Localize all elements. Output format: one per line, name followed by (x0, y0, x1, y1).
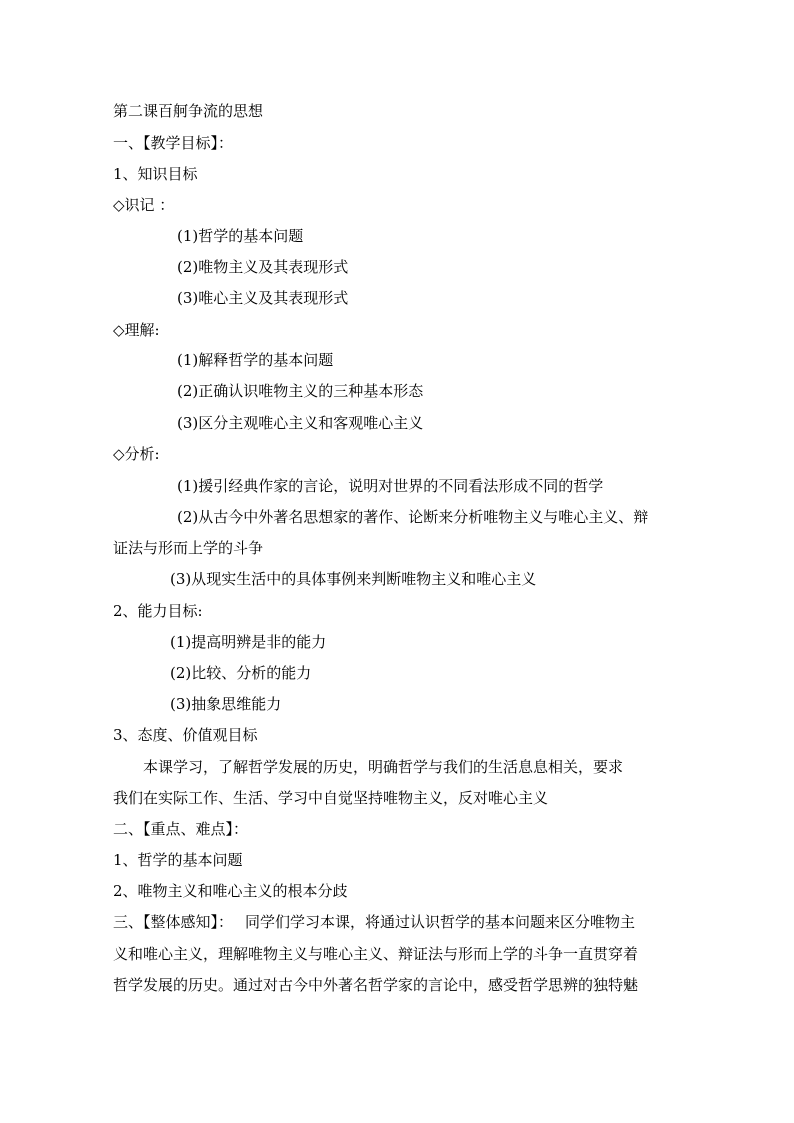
subheading-knowledge-goals: 1、知识目标 (113, 165, 198, 183)
key-point-1: 1、哲学的基本问题 (113, 851, 243, 869)
subheading-attitude-goals: 3、态度、价值观目标 (113, 726, 258, 744)
key-point-2: 2、唯物主义和唯心主义的根本分歧 (113, 882, 348, 900)
memorize-item-3: (3)唯心主义及其表现形式 (177, 289, 349, 307)
ability-item-2: (2)比较、分析的能力 (170, 664, 312, 682)
attitude-text-line-2: 我们在实际工作、生活、学习中自觉坚持唯物主义，反对唯心主义 (113, 789, 549, 807)
lesson-title: 第二课百舸争流的思想 (113, 102, 264, 120)
label-memorize: ◇识记 ： (113, 196, 175, 214)
subheading-ability-goals: 2、能力目标: (113, 602, 203, 620)
analyze-item-2-line-1: (2)从古今中外著名思想家的著作、论断来分析唯物主义与唯心主义、辩 (177, 508, 649, 526)
understand-item-1: (1)解释哲学的基本问题 (177, 351, 334, 369)
understand-item-3: (3)区分主观唯心主义和客观唯心主义 (177, 414, 424, 432)
section-heading-overview (113, 912, 635, 932)
understand-item-2: (2)正确认识唯物主义的三种基本形态 (177, 382, 424, 400)
overview-text-line-2: 义和唯心主义，理解唯物主义与唯心主义、辩证法与形而上学的斗争一直贯穿着 (113, 945, 639, 963)
attitude-text-line-1: 本课学习，了解哲学发展的历史，明确哲学与我们的生活息息相关，要求 (143, 758, 624, 776)
overview-heading: 三、【整体感知】： (113, 913, 234, 931)
ability-item-3: (3)抽象思维能力 (170, 695, 282, 713)
section-heading-objectives: 一、【教学目标】： (113, 134, 234, 152)
analyze-item-1: (1)援引经典作家的言论，说明对世界的不同看法形成不同的哲学 (177, 477, 604, 495)
ability-item-1: (1)提高明辨是非的能力 (170, 633, 327, 651)
memorize-item-2: (2)唯物主义及其表现形式 (177, 258, 349, 276)
overview-text-line-3: 哲学发展的历史。通过对古今中外著名哲学家的言论中，感受哲学思辨的独特魅 (113, 976, 639, 994)
memorize-item-1: (1)哲学的基本问题 (177, 227, 304, 245)
label-analyze: ◇分析: (113, 445, 160, 463)
label-understand: ◇理解: (113, 321, 160, 339)
overview-text-line-1: 同学们学习本课，将通过认识哲学的基本问题来区分唯物主 (245, 913, 636, 931)
analyze-item-3: (3)从现实生活中的具体事例来判断唯物主义和唯心主义 (170, 570, 537, 588)
section-heading-key-points: 二、【重点、难点】： (113, 820, 249, 838)
analyze-item-2-line-2: 证法与形而上学的斗争 (113, 539, 264, 557)
